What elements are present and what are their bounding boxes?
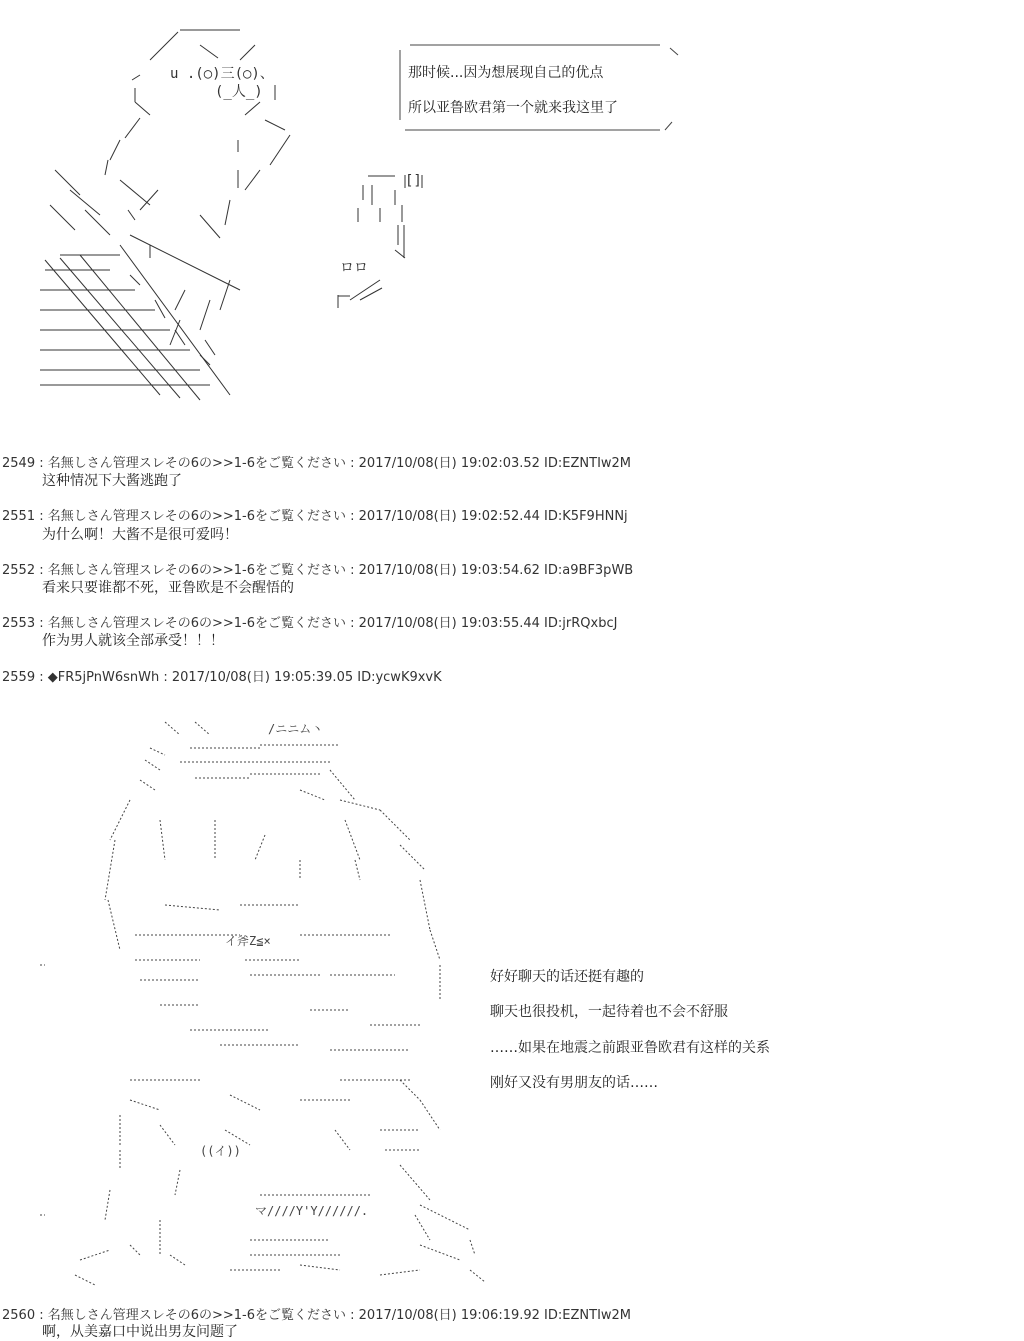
body-mid-text: マ////Y'Y//////. <box>255 1204 369 1218</box>
face-text: u .(○)三(○)、 <box>170 66 274 82</box>
post-body-2560: 啊，从美嘉口中说出男友问题了 <box>42 1324 238 1340</box>
post-header-2553: 2553 : 名無しさん管理スレその6の>>1-6をご覧ください : 2017/10/08(日) 19:03:55.44 ID:jrRQxbcJ <box>2 616 618 631</box>
post-header-2549: 2549 : 名無しさん管理スレその6の>>1-6をご覧ください : 2017/10/08(日) 19:02:03.52 ID:EZNTIw2M <box>2 456 632 471</box>
hands-text: ((イ)) <box>200 1144 241 1158</box>
post-body-2549: 这种情况下大酱逃跑了 <box>42 473 182 489</box>
post-body-2553: 作为男人就该全部承受！！！ <box>42 633 224 649</box>
top-bubble-line-1: 那时候...因为想展现自己的优点 <box>408 65 604 81</box>
right-speech-line-3: ……如果在地震之前跟亚鲁欧君有这样的关系 <box>490 1040 770 1056</box>
right-speech-line-2: 聊天也很投机，一起待着也不会不舒服 <box>490 1004 728 1020</box>
post-body-2551: 为什么啊！大酱不是很可爱吗！ <box>42 527 238 543</box>
face-glyph-text: イ斧Z≦× <box>225 934 271 948</box>
small-glyph-text: [] <box>405 173 422 189</box>
right-speech-line-1: 好好聊天的话还挺有趣的 <box>490 969 644 985</box>
nose-text: (_人_) <box>215 84 263 100</box>
post-header-2559: 2559 : ◆FR5jPnW6snWh : 2017/10/08(日) 19:05:39.05 ID:ycwK9xvK <box>2 670 442 685</box>
post-body-2552: 看来只要谁都不死，亚鲁欧是不会醒悟的 <box>42 580 294 596</box>
right-speech-line-4: 刚好又没有男朋友的话…… <box>490 1075 658 1091</box>
small-glyph-text-2: ロロ <box>340 260 368 276</box>
post-header-2552: 2552 : 名無しさん管理スレその6の>>1-6をご覧ください : 2017/10/08(日) 19:03:54.62 ID:a9BF3pWB <box>2 563 634 578</box>
post-header-2551: 2551 : 名無しさん管理スレその6の>>1-6をご覧ください : 2017/10/08(日) 19:02:52.44 ID:K5F9HNNj <box>2 509 628 524</box>
hair-top-text: /ニニム丶 <box>268 722 324 736</box>
post-header-2560: 2560 : 名無しさん管理スレその6の>>1-6をご覧ください : 2017/10/08(日) 19:06:19.92 ID:EZNTIw2M <box>2 1308 632 1323</box>
top-bubble-line-2: 所以亚鲁欧君第一个就来我这里了 <box>408 100 618 116</box>
